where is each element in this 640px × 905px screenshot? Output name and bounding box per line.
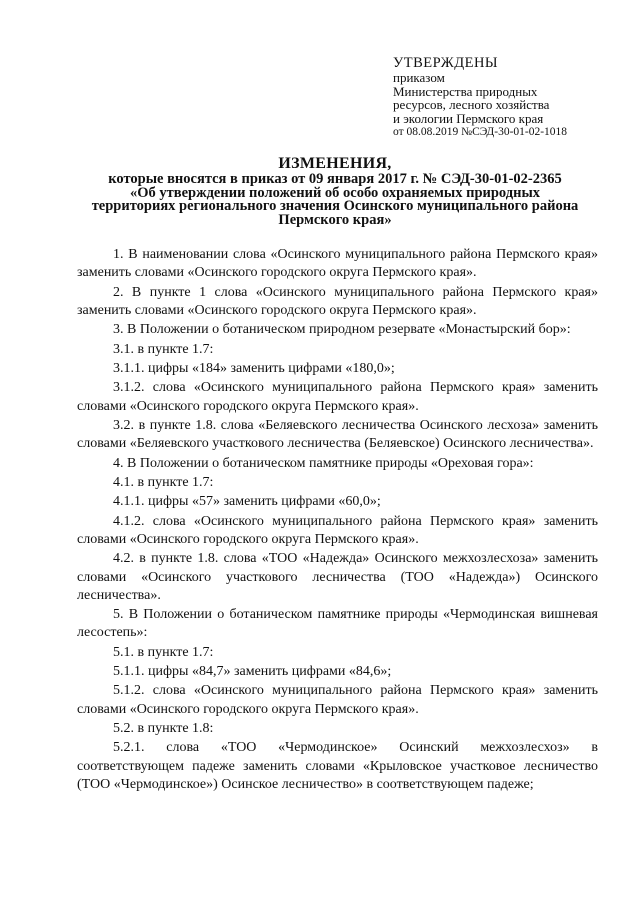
approval-line: ресурсов, лесного хозяйства: [393, 97, 550, 112]
approval-line: Министерства природных: [393, 83, 538, 99]
document-heading: [70, 156, 600, 227]
approval-order-number: от 08.08.2019 №СЭД-30-01-02-1018: [393, 126, 568, 138]
paragraph-3-1: 3.1. в пункте 1.7:: [113, 341, 214, 357]
paragraph-5-1-2: 5.1.2. слова «Осинского муниципального района Пермского края» заменить словами «Осинского городского округа Пермского края».: [77, 683, 598, 717]
paragraph-4-2: 4.2. в пункте 1.8. слова «ТОО «Надежда» Осинского межхозлесхоза» заменить словами «Осинского участкового лесничества (ТОО «Надежда») Осинского лесничества».: [77, 551, 598, 603]
paragraph-5-1: 5.1. в пункте 1.7:: [113, 644, 214, 660]
heading-line: Пермского края»: [278, 211, 392, 228]
paragraph-4-1: 4.1. в пункте 1.7:: [113, 474, 214, 490]
paragraph-5: 5. В Положении о ботаническом памятнике природы «Чермодинская вишневая лесостепь»:: [77, 607, 598, 641]
paragraph-3-2: 3.2. в пункте 1.8. слова «Беляевского лесничества Осинского лесхоза» заменить словами «Беляевского участкового лесничества (Беляевское) Осинского лесничества».: [77, 417, 598, 452]
document-body: [77, 246, 598, 795]
paragraph-5-1-1: 5.1.1. цифры «84,7» заменить цифрами «84,6»;: [113, 664, 392, 680]
approval-block: [393, 55, 623, 139]
approval-line: и экологии Пермского края: [393, 110, 544, 126]
document-title: ИЗМЕНЕНИЯ,: [278, 155, 392, 172]
paragraph-4: 4. В Положении о ботаническом памятнике природы «Ореховая гора»:: [113, 455, 534, 471]
paragraph-3: 3. В Положении о ботаническом природном резервате «Монастырский бор»:: [113, 322, 571, 338]
approval-title: УТВЕРЖДЕНЫ: [393, 55, 499, 71]
paragraph-3-1-1: 3.1.1. цифры «184» заменить цифрами «180,0»;: [113, 360, 395, 376]
heading-line: которые вносятся в приказ от 09 января 2017 г. № СЭД-30-01-02-2365: [108, 171, 562, 187]
paragraph-2: 2. В пункте 1 слова «Осинского муниципального района Пермского края» заменить словами «Осинского городского округа Пермского края».: [77, 284, 598, 318]
heading-line: «Об утверждении положений об особо охраняемых природных: [129, 184, 541, 201]
paragraph-5-2-1: 5.2.1. слова «ТОО «Чермодинское» Осинский межхозлесхоз» в соответствующем падеже заменить словами «Крыловское участковое лесничество (ТОО «Чермодинское») Осинское лесничество» в соответствующем падеже;: [77, 740, 598, 792]
paragraph-5-2: 5.2. в пункте 1.8:: [113, 721, 214, 737]
approval-line: приказом: [393, 70, 445, 85]
paragraph-4-1-1: 4.1.1. цифры «57» заменить цифрами «60,0»;: [113, 494, 381, 510]
paragraph-3-1-2: 3.1.2. слова «Осинского муниципального района Пермского края» заменить словами «Осинского городского округа Пермского края».: [77, 380, 598, 414]
paragraph-4-1-2: 4.1.2. слова «Осинского муниципального района Пермского края» заменить словами «Осинского городского округа Пермского края».: [77, 513, 598, 547]
paragraph-1: 1. В наименовании слова «Осинского муниципального района Пермского края» заменить словами «Осинского городского округа Пермского края».: [77, 247, 598, 281]
heading-line: территориях регионального значения Осинского муниципального района: [91, 198, 579, 214]
